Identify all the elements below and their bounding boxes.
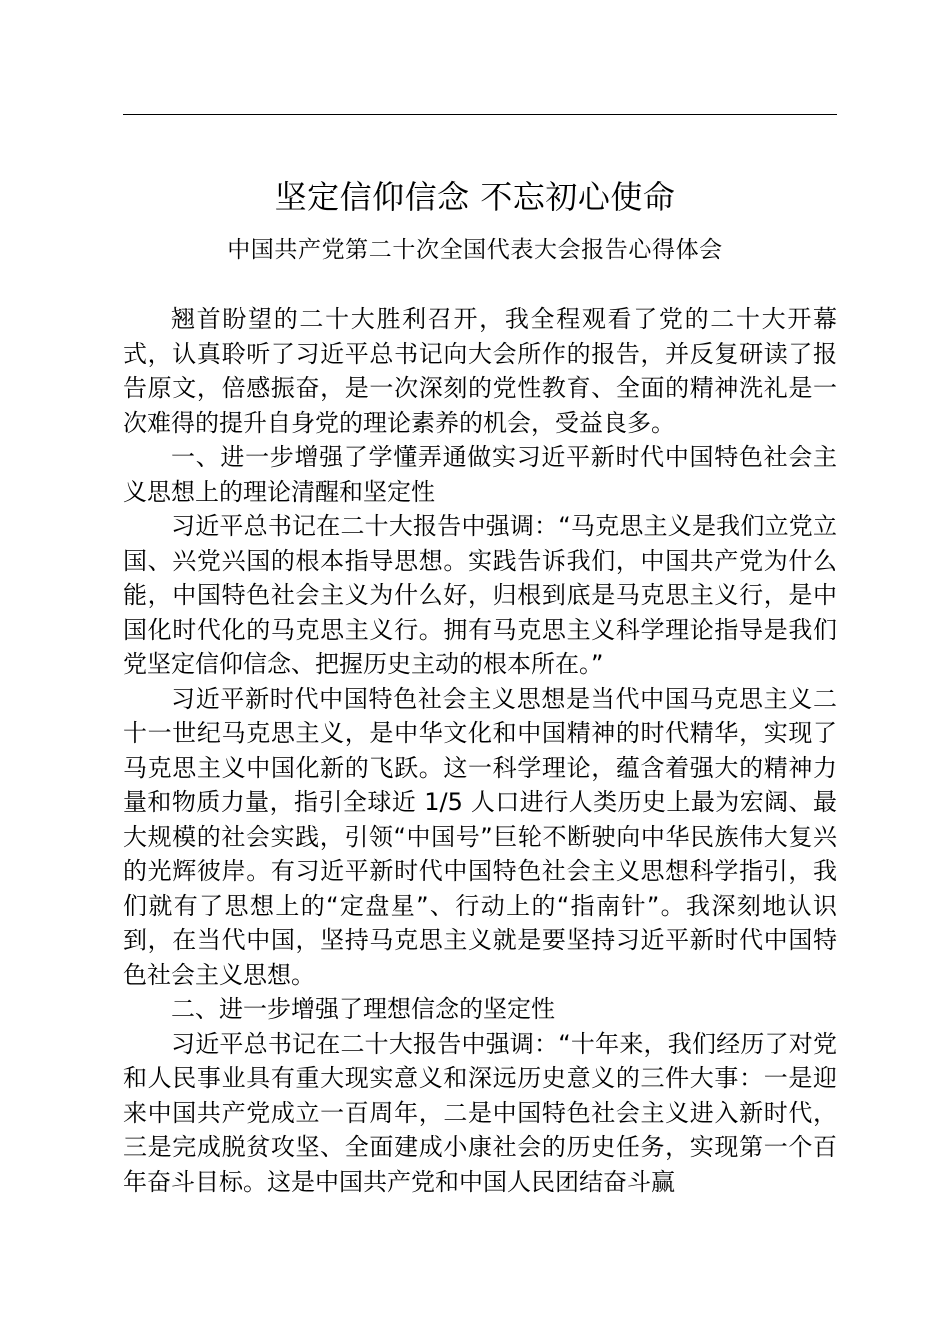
paragraph-quote-2: 习近平总书记在二十大报告中强调：“十年来，我们经历了对党和人民事业具有重大现实意义和深远历史意义的三件大事：一是迎来中国共产党成立一百周年，二是中国特色社会主义进入新时代，三是完成脱贫攻坚、全面建成小康社会的历史任务，实现第一个百年奋斗目标。这是中国共产党和中国人民团结奋斗赢 [123, 1029, 837, 1196]
paragraph-quote-1: 习近平总书记在二十大报告中强调：“马克思主义是我们立党立国、兴党兴国的根本指导思想。实践告诉我们，中国共产党为什么能，中国特色社会主义为什么好，归根到底是马克思主义行，是中国化时代化的马克思主义行。拥有马克思主义科学理论指导是我们党坚定信仰信念、把握历史主动的根本所在。” [123, 512, 837, 678]
paragraph-intro: 翘首盼望的二十大胜利召开，我全程观看了党的二十大开幕式，认真聆听了习近平总书记向大会所作的报告，并反复研读了报告原文，倍感振奋，是一次深刻的党性教育、全面的精神洗礼是一次难得的提升自身党的理论素养的机会，受益良多。 [123, 305, 837, 437]
section-heading-1: 一、进一步增强了学懂弄通做实习近平新时代中国特色社会主义思想上的理论清醒和坚定性 [123, 443, 837, 506]
header-rule [123, 114, 837, 115]
document-title: 坚定信仰信念 不忘初心使命 [274, 178, 676, 216]
document-body [123, 302, 837, 1199]
section-heading-2: 二、进一步增强了理想信念的坚定性 [171, 995, 555, 1023]
paragraph-thought: 习近平新时代中国特色社会主义思想是当代中国马克思主义二十一世纪马克思主义，是中华文化和中国精神的时代精华，实现了马克思主义中国化新的飞跃。这一科学理论，蕴含着强大的精神力量和物质力量，指引全球近 1/5 人口进行人类历史上最为宏阔、最大规模的社会实践，引领“中国号”巨轮不断驶向中华民族伟大复兴的光辉彼岸。有习近平新时代中国特色社会主义思想科学指引，我们就有了思想上的“定盘星”、行动上的“指南针”。我深刻地认识到，在当代中国，坚持马克思主义就是要坚持习近平新时代中国特色社会主义思想。 [123, 684, 837, 989]
document-subtitle: 中国共产党第二十次全国代表大会报告心得体会 [227, 237, 723, 263]
